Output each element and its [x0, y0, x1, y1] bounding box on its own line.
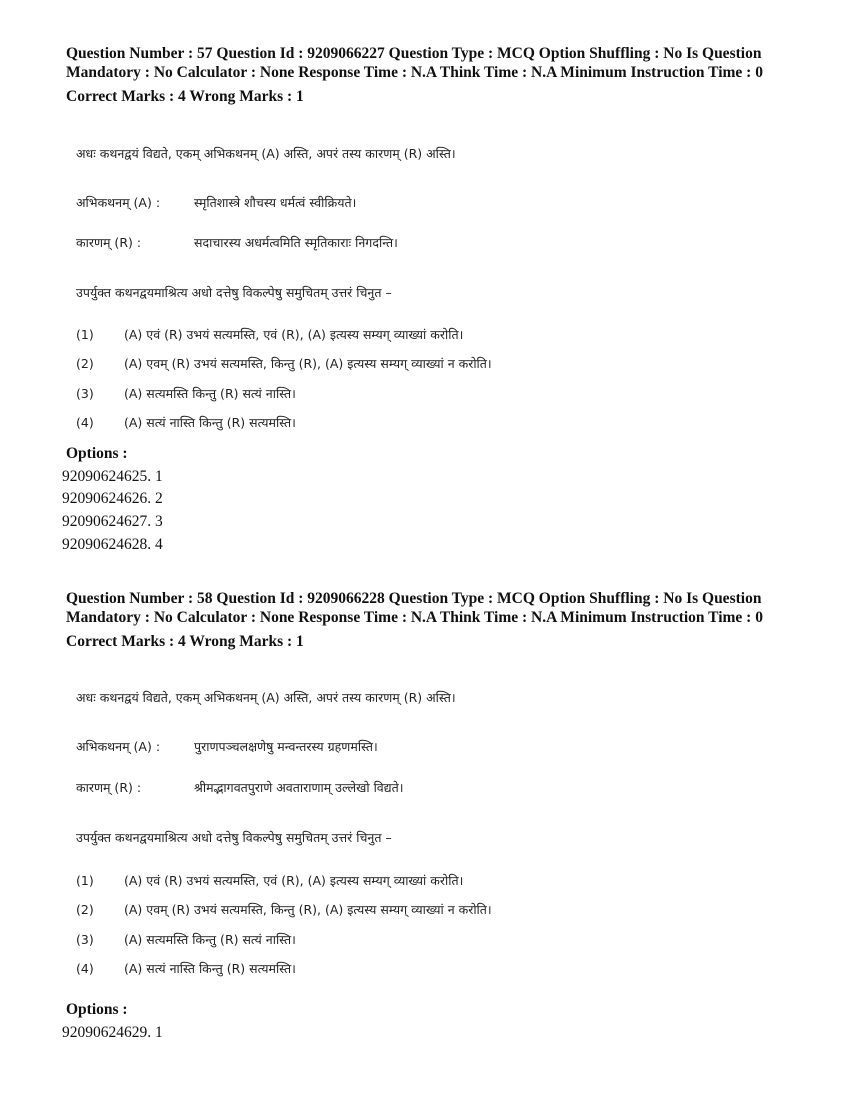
choice-number: (4): [76, 415, 94, 430]
choice-number: (2): [76, 356, 94, 371]
assertion-row: [76, 738, 776, 755]
question-intro: अधः कथनद्वयं विद्यते, एकम् अभिकथनम् (A) अस्ति, अपरं तस्य कारणम् (R) अस्ति।: [76, 146, 456, 161]
choice-item: [76, 326, 776, 343]
option-id: 92090624625. 1: [62, 468, 163, 485]
assertion-row: [76, 194, 776, 211]
choice-number: (3): [76, 386, 94, 401]
reason-text: श्रीमद्भागवतपुराणे अवताराणाम् उल्लेखो विद्यते।: [194, 780, 404, 795]
reason-label: कारणम् (R) :: [76, 780, 142, 795]
question-meta: Question Number : 57 Question Id : 9209066227 Question Type : MCQ Option Shuffling : No Is Question Mandatory : No Calculator : None Response Time : N.A Think Time : N.A Minimum Instruction Time : 0: [66, 45, 763, 81]
choice-text: (A) एवम् (R) उभयं सत्यमस्ति, किन्तु (R), (A) इत्यस्य सम्यग् व्याख्यां न करोति।: [124, 902, 492, 917]
options-heading: Options :: [66, 445, 128, 462]
assertion-label: अभिकथनम् (A) :: [76, 739, 161, 754]
question-intro: अधः कथनद्वयं विद्यते, एकम् अभिकथनम् (A) अस्ति, अपरं तस्य कारणम् (R) अस्ति।: [76, 690, 456, 705]
choice-number: (1): [76, 327, 94, 342]
choice-number: (3): [76, 932, 94, 947]
reason-text: सदाचारस्य अधर्मत्वमिति स्मृतिकाराः निगदन्ति।: [194, 235, 398, 250]
question-block: [62, 589, 786, 1049]
option-id: 92090624626. 2: [62, 490, 163, 507]
choice-text: (A) एवं (R) उभयं सत्यमस्ति, एवं (R), (A) इत्यस्य सम्यग् व्याख्यां करोति।: [124, 873, 464, 888]
option-id: 92090624629. 1: [62, 1024, 163, 1041]
choice-item: [76, 355, 776, 372]
options-heading: Options :: [66, 1001, 128, 1018]
question-prompt: उपर्युक्त कथनद्वयमाश्रित्य अधो दत्तेषु विकल्पेषु समुचितम् उत्तरं चिनुत –: [76, 830, 392, 845]
choice-text: (A) सत्यमस्ति किन्तु (R) सत्यं नास्ति।: [124, 386, 296, 401]
choice-text: (A) एवम् (R) उभयं सत्यमस्ति, किन्तु (R), (A) इत्यस्य सम्यग् व्याख्यां न करोति।: [124, 356, 492, 371]
question-prompt: उपर्युक्त कथनद्वयमाश्रित्य अधो दत्तेषु विकल्पेषु समुचितम् उत्तरं चिनुत –: [76, 285, 392, 300]
reason-row: [76, 779, 776, 796]
choice-text: (A) सत्यं नास्ति किन्तु (R) सत्यमस्ति।: [124, 961, 296, 976]
option-id: 92090624628. 4: [62, 536, 163, 553]
assertion-text: स्मृतिशास्त्रे शौचस्य धर्मत्वं स्वीक्रियते।: [194, 195, 357, 210]
choice-number: (2): [76, 902, 94, 917]
choice-text: (A) एवं (R) उभयं सत्यमस्ति, एवं (R), (A) इत्यस्य सम्यग् व्याख्यां करोति।: [124, 327, 464, 342]
question-meta: Question Number : 58 Question Id : 9209066228 Question Type : MCQ Option Shuffling : No Is Question Mandatory : No Calculator : None Response Time : N.A Think Time : N.A Minimum Instruction Time : 0: [66, 590, 763, 626]
choice-item: [76, 414, 776, 431]
question-marks: Correct Marks : 4 Wrong Marks : 1: [66, 633, 304, 650]
choice-text: (A) सत्यं नास्ति किन्तु (R) सत्यमस्ति।: [124, 415, 296, 430]
choice-item: [76, 385, 776, 402]
reason-label: कारणम् (R) :: [76, 235, 142, 250]
question-block: [62, 44, 786, 564]
choice-item: [76, 960, 776, 977]
choice-item: [76, 931, 776, 948]
choice-number: (1): [76, 873, 94, 888]
assertion-label: अभिकथनम् (A) :: [76, 195, 161, 210]
assertion-text: पुराणपञ्चलक्षणेषु मन्वन्तरस्य ग्रहणमस्ति।: [194, 739, 378, 754]
question-marks: Correct Marks : 4 Wrong Marks : 1: [66, 88, 304, 105]
choice-text: (A) सत्यमस्ति किन्तु (R) सत्यं नास्ति।: [124, 932, 296, 947]
reason-row: [76, 234, 776, 251]
option-id: 92090624627. 3: [62, 513, 163, 530]
choice-item: [76, 872, 776, 889]
choice-item: [76, 901, 776, 918]
choice-number: (4): [76, 961, 94, 976]
